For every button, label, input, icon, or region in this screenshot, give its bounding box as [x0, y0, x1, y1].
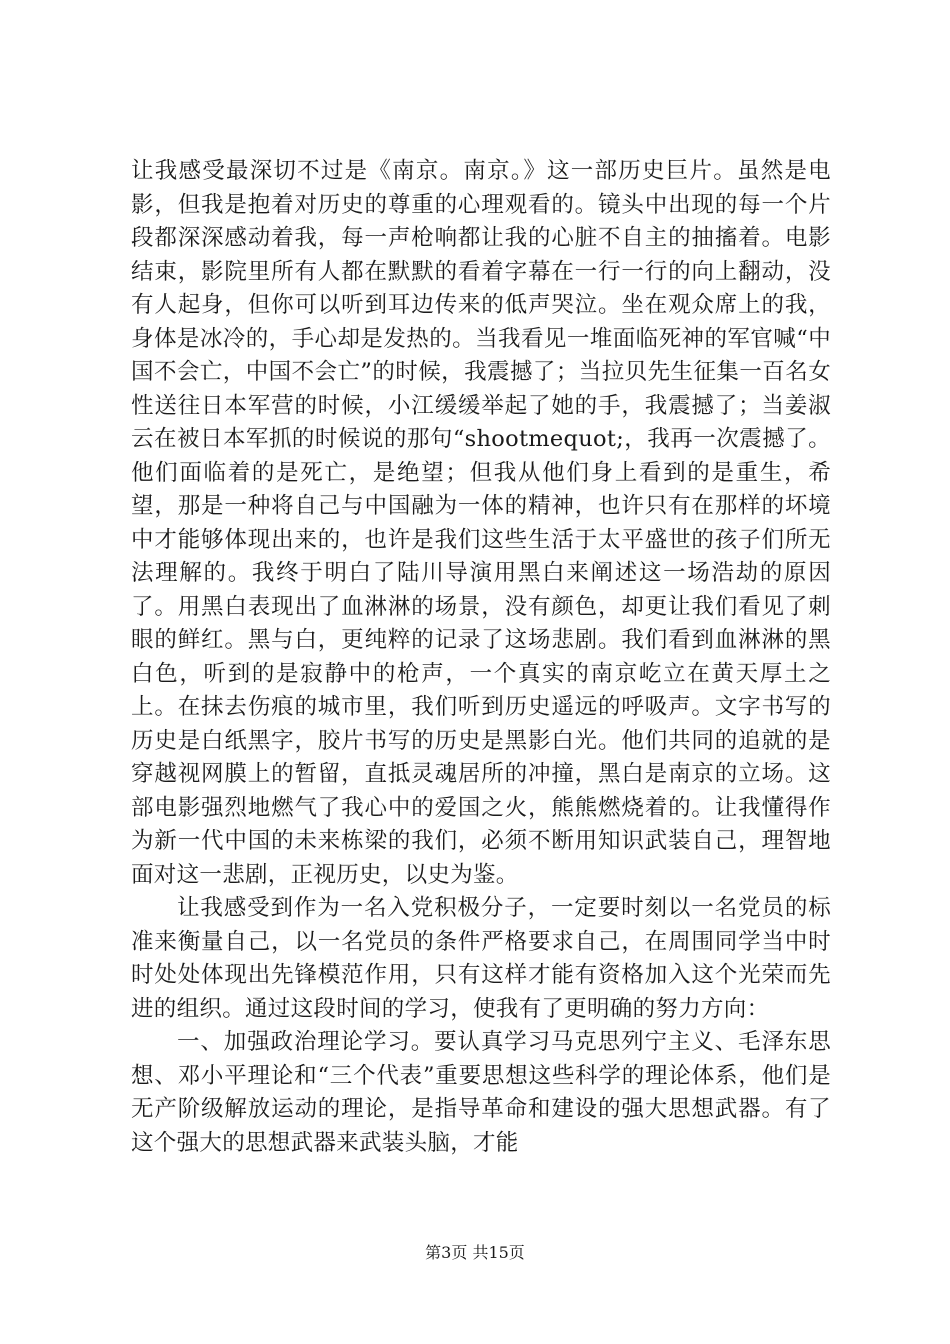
paragraph-3: 一、加强政治理论学习。要认真学习马克思列宁主义、毛泽东思想、邓小平理论和“三个代表”重要思想这些科学的理论体系，他们是无产阶级解放运动的理论，是指导革命和建设的强大思想武器。有了这个强大的思想武器来武装头脑，才能 [131, 1029, 831, 1156]
page-number-label: 第3页 共15页 [425, 1243, 525, 1262]
page-footer [0, 1240, 950, 1263]
paragraph-1: 让我感受最深切不过是《南京。南京。》这一部历史巨片。虽然是电影，但我是抱着对历史的尊重的心理观看的。镜头中出现的每一个片段都深深感动着我，每一声枪响都让我的心脏不自主的抽搐着。电影结束，影院里所有人都在默默的看着字幕在一行一行的向上翻动，没有人起身，但你可以听到耳边传来的低声哭泣。坐在观众席上的我，身体是冰冷的，手心却是发热的。当我看见一堆面临死神的军官喊“中国不会亡，中国不会亡”的时候，我震撼了；当拉贝先生征集一百名女性送往日本军营的时候，小江缓缓举起了她的手，我震撼了；当姜淑云在被日本军抓的时候说的那句“shootmequot;，我再一次震撼了。他们面临着的是死亡，是绝望；但我从他们身上看到的是重生，希望，那是一种将自己与中国融为一体的精神，也许只有在那样的坏境中才能够体现出来的，也许是我们这些生活于太平盛世的孩子们所无法理解的。我终于明白了陆川导演用黑白来阐述这一场浩劫的原因了。用黑白表现出了血淋淋的场景，没有颜色，却更让我们看见了刺眼的鲜红。黑与白，更纯粹的记录了这场悲剧。我们看到血淋淋的黑白色，听到的是寂静中的枪声，一个真实的南京屹立在黄天厚土之上。在抹去伤痕的城市里，我们听到历史遥远的呼吸声。文字书写的历史是白纸黑字，胶片书写的历史是黑影白光。他们共同的追就的是穿越视网膜上的暂留，直抵灵魂居所的冲撞，黑白是南京的立场。这部电影强烈地燃气了我心中的爱国之火，熊熊燃烧着的。让我懂得作为新一代中国的未来栋梁的我们，必须不断用知识武装自己，理智地面对这一悲剧，正视历史，以史为鉴。 [131, 158, 831, 888]
document-body [131, 155, 831, 1160]
paragraph-2: 让我感受到作为一名入党积极分子，一定要时刻以一名党员的标准来衡量自己，以一名党员的条件严格要求自己，在周围同学当中时时处处体现出先锋模范作用，只有这样才能有资格加入这个光荣而先进的组织。通过这段时间的学习，使我有了更明确的努力方向： [131, 895, 831, 1022]
